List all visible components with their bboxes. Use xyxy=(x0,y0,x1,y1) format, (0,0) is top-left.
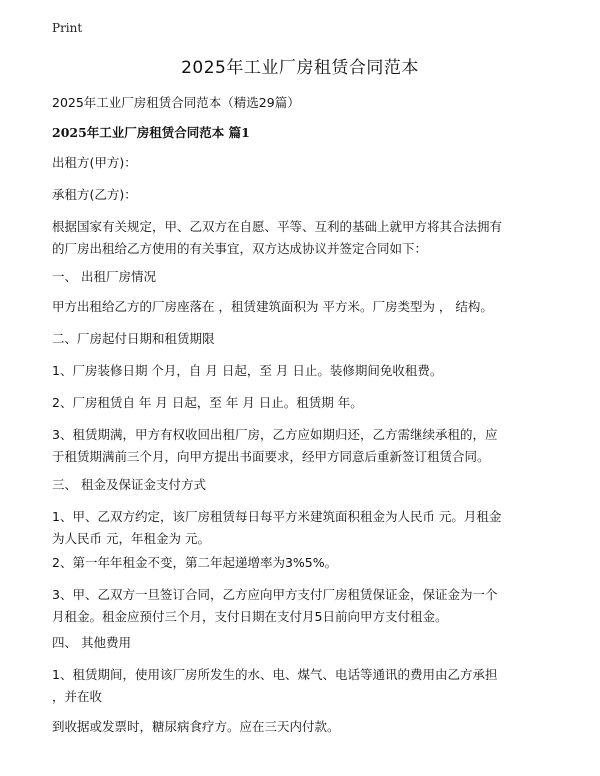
clause-3-item-2: 2、第一年年租金不变，第二年起递增率为3%5%。 xyxy=(52,555,338,570)
intro-line-2: 的厂房出租给乙方使用的有关事宜，双方达成协议并签定合同如下： xyxy=(52,241,428,256)
clause-3-item-1-line-2: 为人民币 元，年租金为 元。 xyxy=(52,531,210,546)
clause-3-item-3-line-2: 月租金。租金应预付三个月，支付日期在支付月5日前向甲方支付租金。 xyxy=(52,609,448,624)
document-subtitle: 2025年工业厂房租赁合同范本（精选29篇） xyxy=(52,95,300,110)
intro-paragraph xyxy=(52,216,552,260)
clause-4-item-1-line-1: 1、租赁期间，使用该厂房所发生的水、电、煤气、电话等通讯的费用由乙方承担 xyxy=(52,667,498,682)
clause-heading-3: 三、 租金及保证金支付方式 xyxy=(52,477,206,492)
clause-heading-2: 二、厂房起付日期和租赁期限 xyxy=(52,331,215,346)
clause-4-item-1 xyxy=(52,664,552,708)
section-heading: 2025年工业厂房租赁合同范本 篇1 xyxy=(52,125,250,140)
clause-3-item-1-line-1: 1、甲、乙双方约定，该厂房租赁每日每平方米建筑面积租金为人民币 元。月租金 xyxy=(52,509,502,524)
clause-1-text: 甲方出租给乙方的厂房座落在 ，租赁建筑面积为 平方米。厂房类型为 ， 结构。 xyxy=(52,299,493,314)
clause-heading-4: 四、 其他费用 xyxy=(52,635,131,650)
lessee-line: 承租方(乙方)： xyxy=(52,187,137,202)
clause-3-item-1 xyxy=(52,506,552,550)
clause-4-item-1-line-2: ，并在收 xyxy=(52,689,103,704)
clause-2-item-3 xyxy=(52,424,552,468)
clause-3-item-3 xyxy=(52,584,552,628)
clause-2-item-3-line-2: 于租赁期满前三个月，向甲方提出书面要求，经甲方同意后重新签订租赁合同。 xyxy=(52,449,490,464)
clause-2-item-3-line-1: 3、租赁期满，甲方有权收回出租厂房，乙方应如期归还，乙方需继续承租的，应 xyxy=(52,427,498,442)
clause-2-item-2: 2、厂房租赁自 年 月 日起，至 年 月 日止。租赁期 年。 xyxy=(52,395,363,410)
clause-2-item-1: 1、厂房装修日期 个月，自 月 日起，至 月 日止。装修期间免收租费。 xyxy=(52,363,443,378)
clause-3-item-3-line-1: 3、甲、乙双方一旦签订合同，乙方应向甲方支付厂房租赁保证金，保证金为一个 xyxy=(52,587,498,602)
print-link[interactable]: Print xyxy=(52,21,83,35)
lessor-line: 出租方(甲方)： xyxy=(52,155,137,170)
page-title: 2025年工业厂房租赁合同范本 xyxy=(181,58,419,78)
intro-line-1: 根据国家有关规定，甲、乙双方在自愿、平等、互利的基础上就甲方将其合法拥有 xyxy=(52,219,503,234)
clause-4-item-2: 到收据或发票时，糖尿病食疗方。应在三天内付款。 xyxy=(52,719,340,734)
clause-heading-1: 一、 出租厂房情况 xyxy=(52,269,156,284)
